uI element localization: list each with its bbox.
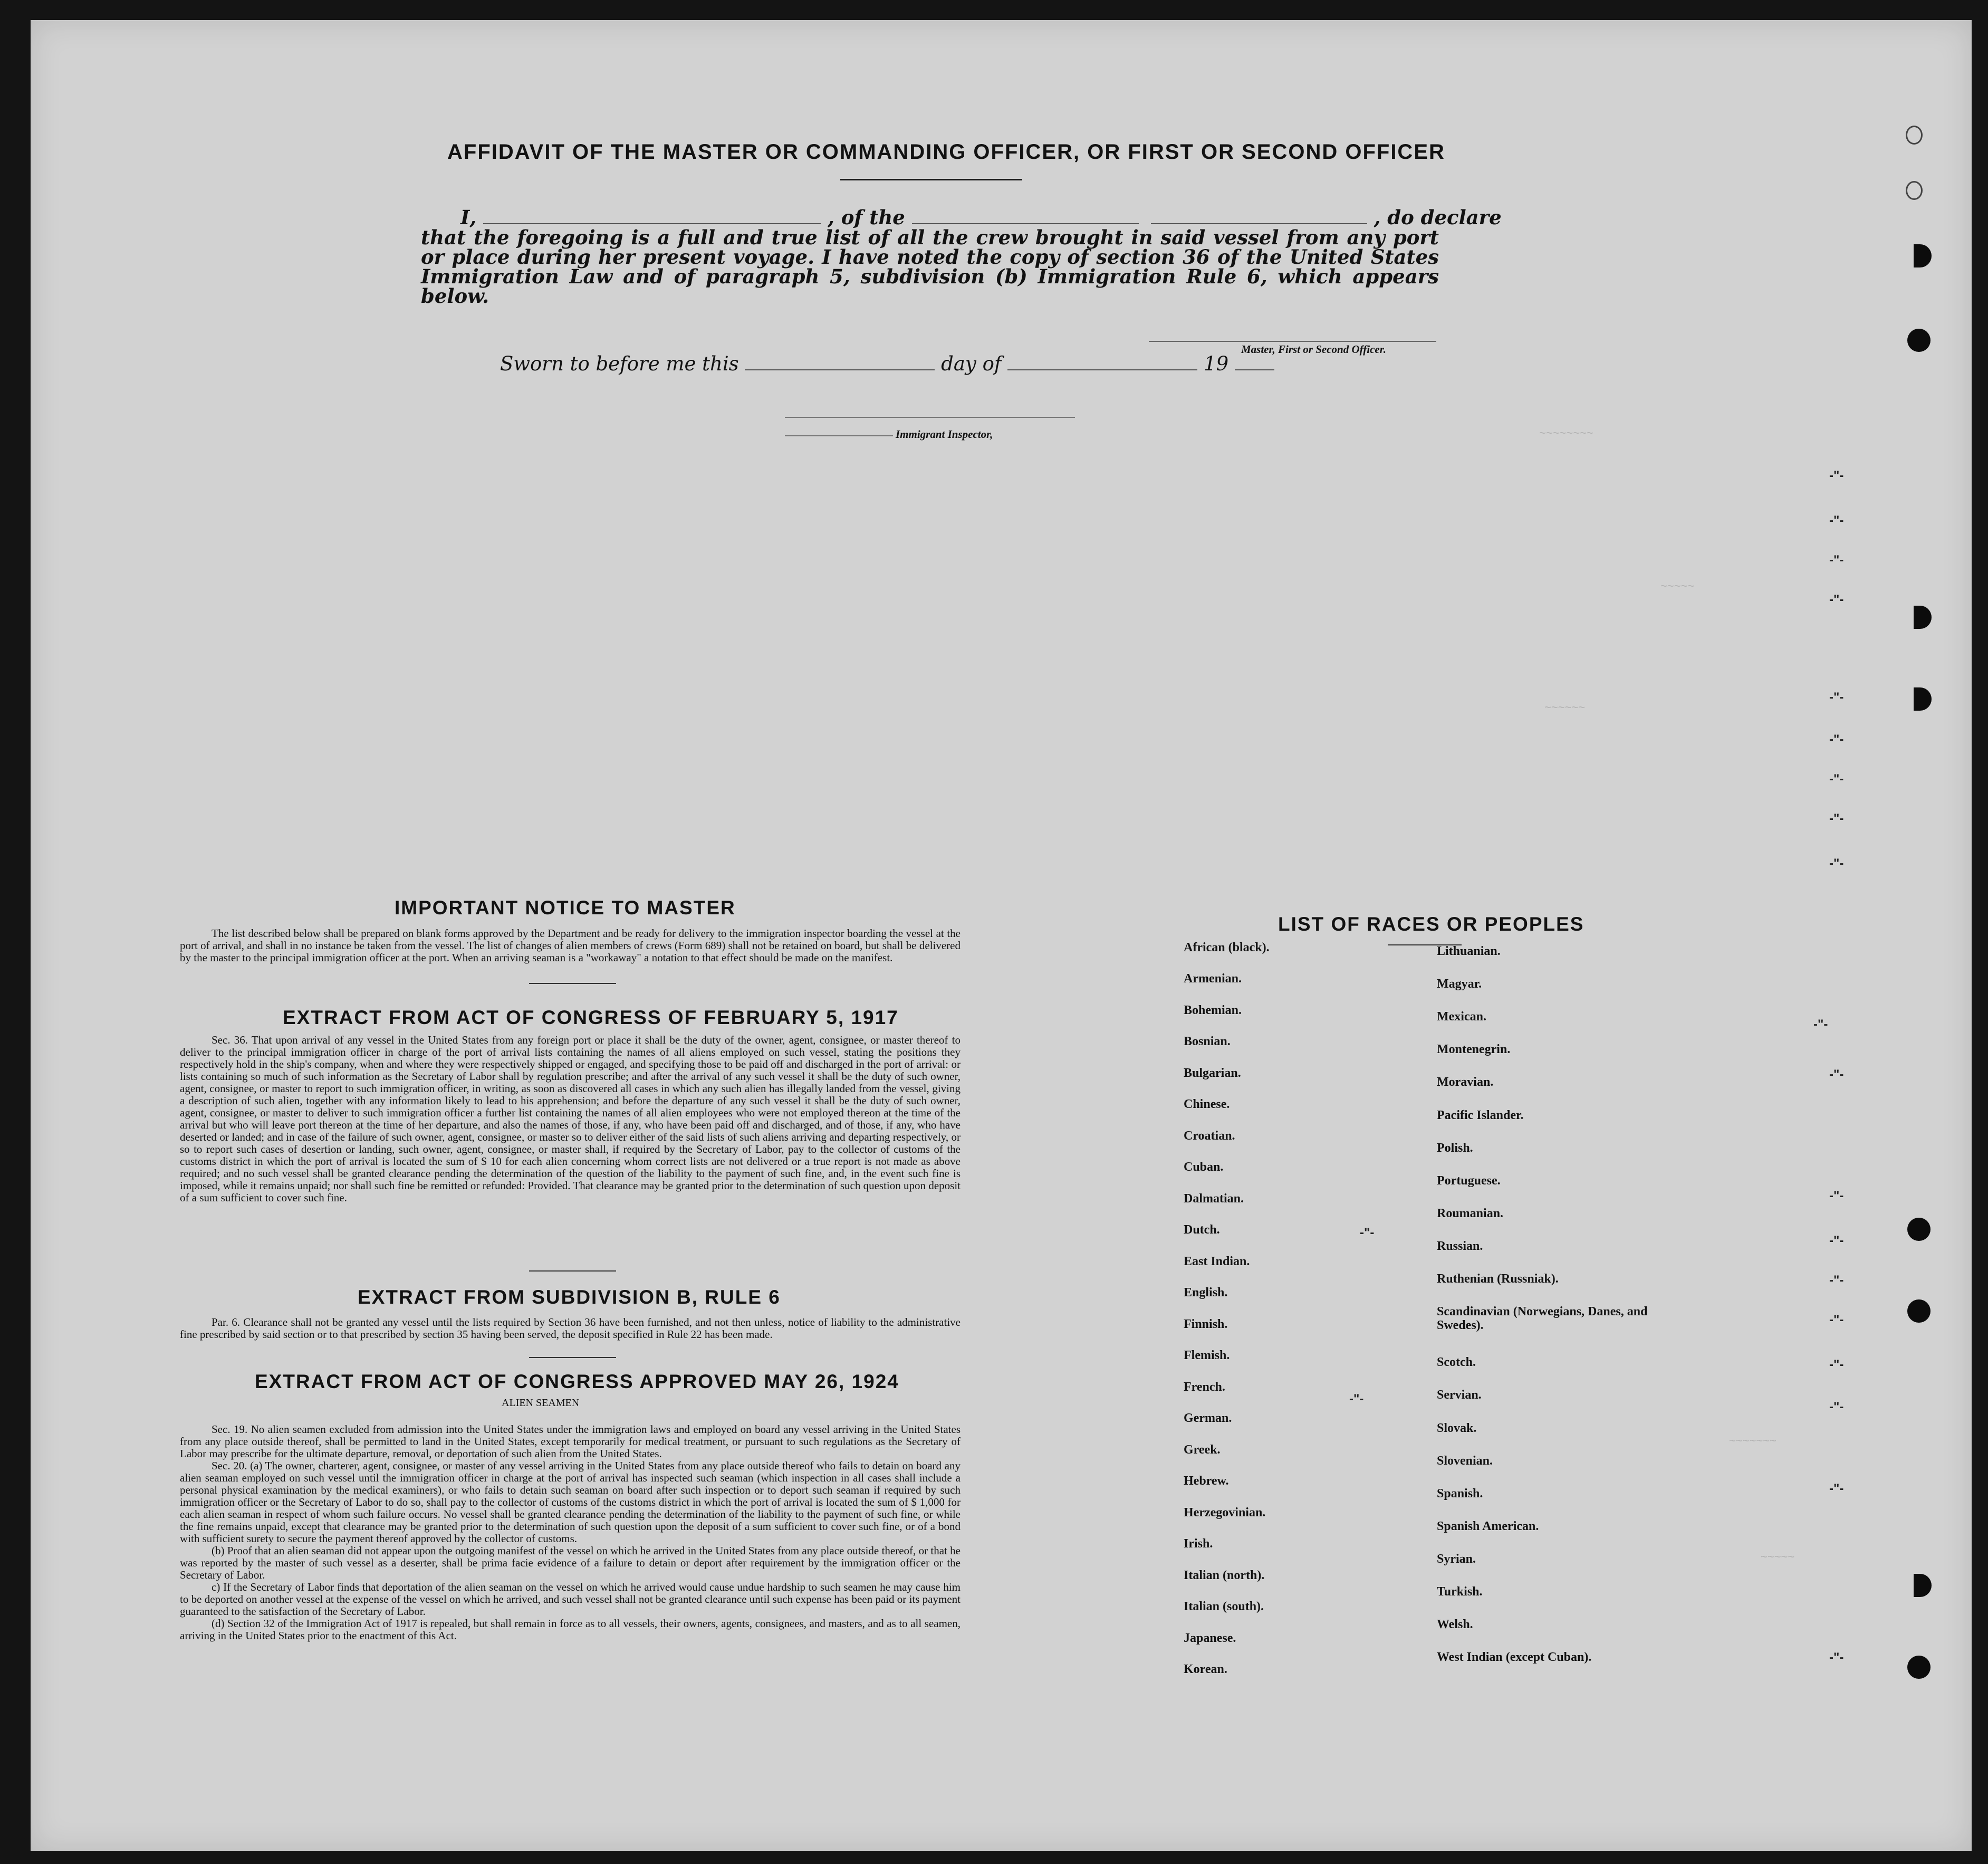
race-item: East Indian. bbox=[1184, 1255, 1250, 1268]
race-item: Hebrew. bbox=[1184, 1474, 1229, 1488]
extract-rule6-title: EXTRACT FROM SUBDIVISION B, RULE 6 bbox=[358, 1286, 781, 1308]
extract-1924-text bbox=[180, 1423, 961, 1642]
binder-hole-icon bbox=[1914, 606, 1932, 629]
race-item: Magyar. bbox=[1437, 977, 1482, 991]
sec-19-paragraph: Sec. 19. No alien seamen excluded from admission into the United States under the immigration laws and employed on board any vessel arriving in the United States from any place outside thereof, shall be permitted to land in the United States, except temporarily for medical treatment, or pursuant to such regulations as the Secretary of Labor may prescribe for the ultimate departure, removal, or deportation of such alien from the United States. bbox=[180, 1423, 961, 1460]
race-item: Scandinavian (Norwegians, Danes, and Swedes). bbox=[1437, 1305, 1648, 1332]
sec-20b-paragraph: (b) Proof that an alien seaman did not appear upon the outgoing manifest of the vessel on which he arrived in the United States from any place outside thereof, or that he was reported by the master of such vessel as a deserter, shall be prima facie evidence of a failure to detain or deport after requirement by the immigration officer or the Secretary of Labor. bbox=[180, 1544, 961, 1581]
binder-hole-icon bbox=[1914, 1574, 1932, 1597]
race-item: Syrian. bbox=[1437, 1552, 1476, 1566]
bleed-through-mark: ~~~~~~ bbox=[1544, 701, 1586, 714]
day-blank[interactable] bbox=[745, 353, 935, 370]
binder-hole-icon bbox=[1906, 181, 1923, 200]
race-item: Mexican. bbox=[1437, 1010, 1486, 1024]
race-item: Bohemian. bbox=[1184, 1003, 1242, 1017]
race-item: English. bbox=[1184, 1286, 1228, 1299]
ditto-mark: -"- bbox=[1829, 592, 1844, 607]
bleed-through-mark: ~~~~~~~ bbox=[1729, 1434, 1776, 1447]
ditto-mark: -"- bbox=[1829, 732, 1844, 747]
ditto-mark: -"- bbox=[1829, 856, 1844, 871]
sec-20d-paragraph: (d) Section 32 of the Immigration Act of 1917 is repealed, but shall remain in force as to all vessels, their owners, agents, consignees, and masters, and as to all seamen, arriving in the United States prior to the enactment of this Act. bbox=[180, 1617, 961, 1642]
inspector-line-lower bbox=[785, 435, 893, 436]
month-blank[interactable] bbox=[1007, 353, 1197, 370]
race-item: Servian. bbox=[1437, 1388, 1482, 1402]
notice-paragraph: The list described below shall be prepared on blank forms approved by the Department and be ready for delivery to the immigration inspector boarding the vessel at the port of arrival, and shall in no instance be taken from the vessel. The list of changes of alien members of crews (Form 689) shall not be retained on board, but shall be delivered by the master to the principal immigration officer at the port. When an arriving seaman is a "workaway" a notation to that effect should be made on the manifest. bbox=[180, 927, 961, 964]
notice-text bbox=[180, 928, 961, 964]
bleed-through-mark: ~~~~~~~~ bbox=[1539, 426, 1593, 439]
signature-label: Master, First or Second Officer. bbox=[1241, 343, 1386, 356]
race-item: Dutch. bbox=[1184, 1223, 1220, 1237]
race-item: Armenian. bbox=[1184, 972, 1242, 986]
ditto-mark: -"- bbox=[1829, 1313, 1844, 1327]
race-item: African (black). bbox=[1184, 941, 1270, 954]
race-item: Finnish. bbox=[1184, 1317, 1228, 1331]
race-item: Scotch. bbox=[1437, 1355, 1476, 1369]
ditto-mark: -"- bbox=[1829, 811, 1844, 826]
race-item: Bulgarian. bbox=[1184, 1066, 1241, 1080]
races-title: LIST OF RACES OR PEOPLES bbox=[1278, 913, 1584, 935]
bleed-through-mark: ~~~~~ bbox=[1761, 1550, 1795, 1563]
section-36-paragraph: Sec. 36. That upon arrival of any vessel in the United States from any foreign port or place it shall be the duty of the owner, agent, consignee, or master thereof to deliver to the principal immigration officer in charge of the port of arrival lists containing the names of all aliens employed on such vessel, stating the positions they respectively hold in the ship's company, when and where they were respectively shipped or engaged, and specifying those to be paid off and discharged in the port of arrival: or lists containing so much of such information as the Secretary of Labor shall by regulation prescribe; and after the arrival of any such vessel it shall be the duty of such owner, agent, consignee, or master to report to such immigration officer, in writing, as soon as discovered all cases in which any such alien has illegally landed from the vessel, giving a description of such alien, together with any information likely to lead to his apprehension; and before the departure of any such vessel it shall be the duty of such owner, agent, consignee, or master to deliver to such immigration officer a further list containing the names of all alien employees who were not employed thereon at the time of the arrival but who will leave port thereon at the time of her departure, and also the names of those, if any, who have been paid off and discharged, and of those, if any, who have deserted or landed; and in case of the failure of such owner, agent, consignee, or master so to deliver either of the said lists of such aliens arriving and departing respectively, or so to report such cases of desertion or landing, such owner, agent, consignee, or master shall, if required by the Secretary of Labor, pay to the collector of customs of the customs district in which the port of arrival is located the sum of $ 10 for each alien concerning whom correct lists are not delivered or a true report is not made as above required; and no such vessel shall be granted clearance pending the determination of the question of the liability to the payment of such fine, and, in the event such fine is imposed, while it remains unpaid; nor shall such fine be remitted or refunded: Provided. That clearance may be granted prior to the determination of such question upon deposit of a sum sufficient to cover such fine. bbox=[180, 1034, 961, 1204]
document-page bbox=[31, 20, 1972, 1851]
race-item: Italian (north). bbox=[1184, 1569, 1265, 1582]
race-item: Turkish. bbox=[1437, 1585, 1483, 1599]
race-item: Japanese. bbox=[1184, 1631, 1236, 1645]
race-item: Flemish. bbox=[1184, 1349, 1230, 1362]
inspector-label: Immigrant Inspector, bbox=[896, 428, 993, 441]
sec-20c-paragraph: c) If the Secretary of Labor finds that deportation of the alien seaman on the vessel on which he arrived would cause undue hardship to such seamen he may cause him to be deported on another vessel at the expense of the vessel on which he arrived, and such vessel shall not be granted clearance until such expense has been paid or its payment guaranteed to the satisfaction of the Secretary of Labor. bbox=[180, 1581, 961, 1618]
race-item: Slovak. bbox=[1437, 1421, 1477, 1435]
race-item: West Indian (except Cuban). bbox=[1437, 1650, 1592, 1664]
binder-hole-icon bbox=[1907, 329, 1931, 352]
signature-line[interactable] bbox=[1149, 341, 1436, 342]
race-item: French. bbox=[1184, 1380, 1225, 1394]
ditto-mark: -"- bbox=[1829, 1234, 1844, 1248]
notice-title: IMPORTANT NOTICE TO MASTER bbox=[395, 897, 736, 919]
divider bbox=[529, 983, 616, 984]
affidavit-body: that the foregoing is a full and true list of all the crew brought in said vessel from any port or place during her present voyage. I have noted the copy of section 36 of the United States Immigration Law and of paragraph 5, subdivision (b) Immigration Rule 6, which appears below. bbox=[421, 226, 1439, 308]
extract-1924-title: EXTRACT FROM ACT OF CONGRESS APPROVED MAY 26, 1924 bbox=[255, 1371, 899, 1392]
ditto-mark: -"- bbox=[1829, 1189, 1844, 1203]
extract-1917-title: EXTRACT FROM ACT OF CONGRESS OF FEBRUARY 5, 1917 bbox=[283, 1007, 899, 1028]
race-item: Ruthenian (Russniak). bbox=[1437, 1272, 1559, 1286]
extract-1917-text bbox=[180, 1034, 961, 1204]
race-item: Croatian. bbox=[1184, 1129, 1235, 1143]
day-of-text: day of bbox=[941, 352, 1002, 375]
binder-hole-icon bbox=[1914, 687, 1932, 711]
ditto-mark: -"- bbox=[1829, 553, 1844, 567]
ditto-mark: -"- bbox=[1829, 1400, 1844, 1414]
affidavit-i: I, bbox=[460, 206, 477, 229]
ditto-mark: -"- bbox=[1829, 1650, 1844, 1665]
par-6-paragraph: Par. 6. Clearance shall not be granted any vessel until the lists required by Section 36 have been furnished, and not then unless, notice of liability to the administrative fine prescribed by said section or to that prescribed by section 35 having been served, the deposit specified in Rule 22 has been made. bbox=[180, 1316, 961, 1341]
race-item: Russian. bbox=[1437, 1239, 1483, 1253]
race-item: Pacific Islander. bbox=[1437, 1108, 1524, 1122]
alien-seamen-subtitle: ALIEN SEAMEN bbox=[502, 1397, 580, 1409]
ditto-mark: -"- bbox=[1829, 1067, 1844, 1082]
race-item: Cuban. bbox=[1184, 1160, 1224, 1174]
race-item: Polish. bbox=[1437, 1141, 1473, 1155]
ditto-mark: -"- bbox=[1829, 1481, 1844, 1496]
race-item: Herzegovinian. bbox=[1184, 1506, 1266, 1519]
race-item: Spanish American. bbox=[1437, 1519, 1539, 1533]
ditto-mark: -"- bbox=[1829, 772, 1844, 786]
binder-hole-icon bbox=[1914, 244, 1932, 267]
affidavit-title: AFFIDAVIT OF THE MASTER OR COMMANDING OFFICER, OR FIRST OR SECOND OFFICER bbox=[447, 140, 1445, 164]
race-item: German. bbox=[1184, 1411, 1232, 1425]
race-item: Moravian. bbox=[1437, 1075, 1494, 1089]
binder-hole-icon bbox=[1907, 1218, 1931, 1241]
affidavit-of-the: , of the bbox=[827, 206, 905, 229]
divider bbox=[529, 1357, 616, 1358]
race-item: Roumanian. bbox=[1437, 1207, 1504, 1220]
year-prefix: 19 bbox=[1204, 352, 1229, 375]
year-blank[interactable] bbox=[1235, 353, 1274, 370]
race-item: Irish. bbox=[1184, 1537, 1213, 1551]
race-item: Korean. bbox=[1184, 1662, 1227, 1676]
ditto-mark: -"- bbox=[1813, 1017, 1828, 1031]
race-item: Lithuanian. bbox=[1437, 944, 1501, 958]
race-item: Greek. bbox=[1184, 1443, 1221, 1457]
ditto-mark: -"- bbox=[1349, 1392, 1364, 1406]
ditto-mark: -"- bbox=[1360, 1226, 1375, 1240]
extract-rule6-text bbox=[180, 1316, 961, 1341]
race-item: Italian (south). bbox=[1184, 1600, 1264, 1613]
divider bbox=[529, 1270, 616, 1272]
vessel-blank[interactable] bbox=[1151, 209, 1367, 224]
sworn-line bbox=[500, 352, 1274, 375]
binder-hole-icon bbox=[1907, 1656, 1931, 1679]
name-blank[interactable] bbox=[483, 209, 821, 224]
race-item: Welsh. bbox=[1437, 1618, 1473, 1631]
race-item: Slovenian. bbox=[1437, 1454, 1493, 1468]
race-item: Montenegrin. bbox=[1437, 1043, 1511, 1056]
ditto-mark: -"- bbox=[1829, 469, 1844, 483]
ditto-mark: -"- bbox=[1829, 1358, 1844, 1372]
ditto-mark: -"- bbox=[1829, 1273, 1844, 1287]
affidavit-do-declare: , do declare bbox=[1374, 206, 1502, 229]
race-item: Chinese. bbox=[1184, 1097, 1230, 1111]
bleed-through-mark: ~~~~~ bbox=[1660, 579, 1695, 592]
ditto-mark: -"- bbox=[1829, 513, 1844, 528]
race-item: Spanish. bbox=[1437, 1487, 1483, 1500]
sec-20a-paragraph: Sec. 20. (a) The owner, charterer, agent, consignee, or master of any vessel arriving in the United States from any place outside thereof who fails to detain on board any alien seaman employed on such vessel until the immigration officer in charge at the port of arrival has inspected such seaman (which inspection in all cases shall include a personal physical examination by the medical examiners), or who fails to detain such seaman on board after such inspection or to deport such seaman if required by such immigration officer or the Secretary of Labor to do so, shall pay to the collector of customs of the customs district in which the port of arrival is located the sum of $ 1,000 for each alien seaman in respect of whom such failure occurs. No vessel shall be granted clearance pending the determination of the liability to the payment of such fine, or while the fine remains unpaid, except that clearance may be granted prior to the determination of such question upon the deposit of a sum sufficient to cover such fine, or of a bond with sufficient surety to secure the payment thereof approved by the collector of customs. bbox=[180, 1459, 961, 1545]
inspector-signature-line[interactable] bbox=[785, 417, 1075, 418]
ditto-mark: -"- bbox=[1829, 690, 1844, 704]
binder-hole-icon bbox=[1906, 126, 1923, 145]
title-underline bbox=[840, 179, 1022, 180]
race-item: Portuguese. bbox=[1437, 1174, 1501, 1188]
sworn-text: Sworn to before me this bbox=[500, 352, 739, 375]
rank-blank[interactable] bbox=[912, 209, 1139, 224]
race-item: Bosnian. bbox=[1184, 1035, 1231, 1048]
binder-hole-icon bbox=[1907, 1299, 1931, 1323]
race-item: Dalmatian. bbox=[1184, 1192, 1244, 1206]
